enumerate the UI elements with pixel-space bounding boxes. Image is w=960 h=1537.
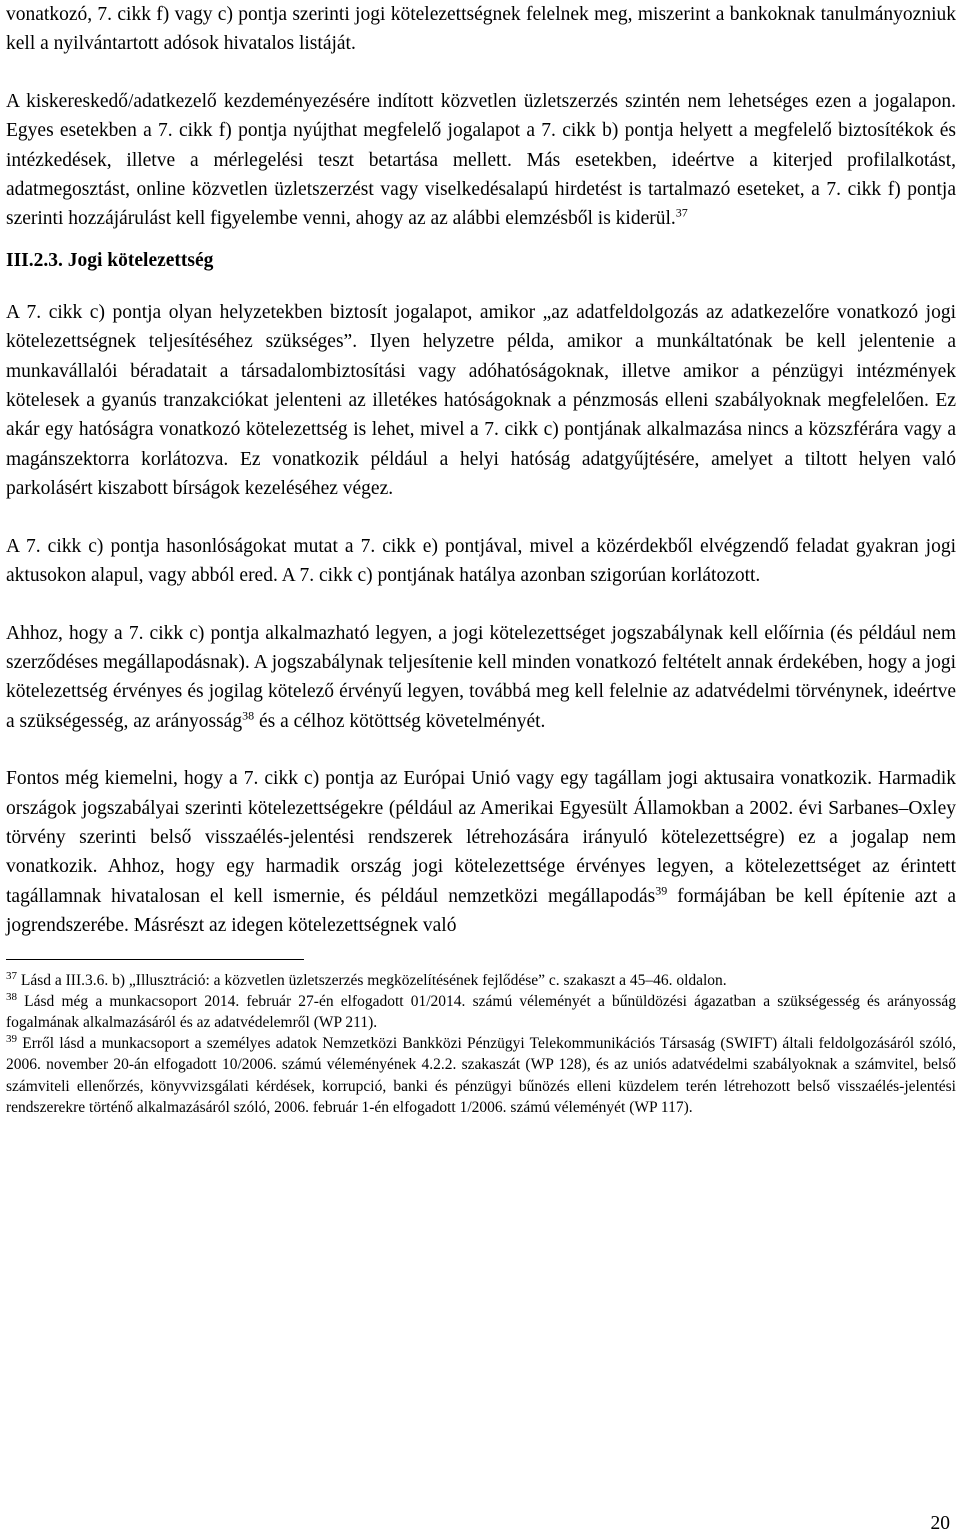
page-number: 20 (930, 1513, 950, 1534)
paragraph-6-text: Fontos még kiemelni, hogy a 7. cikk c) pontja az Európai Unió vagy egy tagállam jogi aktusaira vonatkozik. Harmadik országok jogszabályai szerinti kötelezettségekre (például az Amerikai Egyesült Államokban a 2002. évi Sarbanes–Oxley törvény szerinti belső visszaélés-jelentési rendszerek létrehozására irányuló kötelezettségre) ez a jogalap nem vonatkozik. Ahhoz, hogy egy harmadik ország jogi kötelezettsége érvényes legyen, a kötelezettséget az érintett tagállamnak hivatalosan el kell ismernie, és például nemzetközi megállapodás (6, 768, 956, 907)
paragraph-2-text: A kiskereskedő/adatkezelő kezdeményezésére indított közvetlen üzletszerzés szintén nem lehetséges ezen a jogalapon. Egyes esetekben a 7. cikk f) pontja nyújthat megfelelő jogalapot a 7. cikk b) pontja helyett a megfelelő biztosítékok és intézkedések, illetve a mérlegelési teszt betartása mellett. Más esetekben, ideértve a kiterjed profilalkotást, adatmegosztást, online közvetlen üzletszerzést vagy viselkedésalapú hirdetést is tartalmazó eseteket, a 7. cikk f) pontja szerinti hozzájárulást kell figyelembe venni, ahogy az az alábbi elemzésből is kiderül. (6, 90, 956, 230)
footnote-number: 39 (6, 1033, 17, 1046)
paragraph-6-tail: formájában be kell építenie azt a jogrendszerébe. Másrészt az idegen kötelezettségnek való (6, 885, 957, 937)
footnote-37 (6, 970, 956, 991)
footnote-39 (6, 1033, 956, 1118)
paragraph-5 (6, 619, 956, 737)
footnote-separator (6, 959, 304, 960)
footnote-number: 38 (6, 990, 17, 1003)
footnote-text: Lásd még a munkacsoport 2014. február 27-én elfogadott 01/2014. számú véleményét a bűnüldözési ágazatban a szükségesség és arányosság fogalmának alkalmazásáról és az adatvédelemről (WP 211). (6, 992, 956, 1031)
paragraph-3: A 7. cikk c) pontja olyan helyzetekben biztosít jogalapot, amikor „az adatfeldolgozás az adatkezelőre vonatkozó jogi kötelezettségnek teljesítéséhez szükséges”. Ilyen helyzetre példa, amikor a munkáltatónak be kell jelentenie a munkavállalói béradatait a társadalombiztosítási vagy adóhatóságoknak, illetve amikor a pénzügyi intézmények kötelesek a gyanús tranzakciókat jelenteni az illetékes hatóságoknak a pénzmosás elleni szabályoknak megfelelően. Ez akár egy hatóságra vonatkozó kötelezettség is lehet, mivel a 7. cikk c) pontjának alkalmazása nincs a közszférára vagy a magánszektorra korlátozva. Ez vonatkozik például a helyi hatóság adatgyűjtésére, amelyet a tiltott helyen való parkolásért kiszabott bírságok kezeléséhez végez. (6, 301, 956, 500)
footnote-text: Erről lásd a munkacsoport a személyes adatok Nemzetközi Bankközi Pénzügyi Telekommunikációs Társaság (SWIFT) általi feldolgozásáról szóló, 2006. november 20-án elfogadott 10/2006. számú véleményének 4.2.2. szakaszát (WP 128), és az uniós adatvédelmi szabályoknak a számvitel, belső számviteli ellenőrzés, könyvvizsgálati kérdések, korrupció, banki és pénzügyi bűnözés elleni küzdelem terén létrehozott belső visszaélés-jelentési rendszerekre történő alkalmazásáról szóló, 2006. február 1-én elfogadott 1/2006. számú véleményét (WP 117). (6, 1035, 956, 1116)
section-heading: III.2.3. Jogi kötelezettség (6, 249, 214, 271)
paragraph-4: A 7. cikk c) pontja hasonlóságokat mutat a 7. cikk e) pontjával, mivel a közérdekből elvégzendő feladat gyakran jogi aktusokon alapul, vagy abból ered. A 7. cikk c) pontjának hatálya azonban szigorúan korlátozott. (6, 535, 956, 587)
footnote-ref-38[interactable]: 38 (242, 708, 255, 723)
footnote-38 (6, 991, 956, 1033)
paragraph-5-tail: és a célhoz kötöttség követelményét. (258, 710, 546, 732)
document-page (6, 0, 956, 1118)
paragraph-5-text: Ahhoz, hogy a 7. cikk c) pontja alkalmazható legyen, a jogi kötelezettséget jogszabálynak kell előírnia (és például nem szerződéses megállapodásnak). A jogszabálynak teljesítenie kell minden vonatkozó feltételt annak érdekében, hogy a jogi kötelezettség érvényes és jogilag kötelező érvényű legyen, továbbá meg kell felelnie az adatvédelmi törvénynek, ideértve a szükségesség, az arányosság (6, 622, 956, 732)
footnote-number: 37 (6, 969, 17, 982)
footnote-text: Lásd a III.3.6. b) „Illusztráció: a közvetlen üzletszerzés megközelítésének fejlődése” c. szakaszt a 45–46. oldalon. (20, 971, 727, 989)
footnote-ref-39[interactable]: 39 (655, 883, 668, 898)
paragraph-1: vonatkozó, 7. cikk f) vagy c) pontja szerinti jogi kötelezettségnek felelnek meg, miszerint a bankoknak tanulmányozniuk kell a nyilvántartott adósok hivatalos listáját. (6, 4, 956, 55)
footnotes (6, 970, 956, 1118)
footnote-ref-37[interactable]: 37 (675, 205, 688, 220)
paragraph-6 (6, 764, 956, 940)
paragraph-2 (6, 87, 956, 234)
